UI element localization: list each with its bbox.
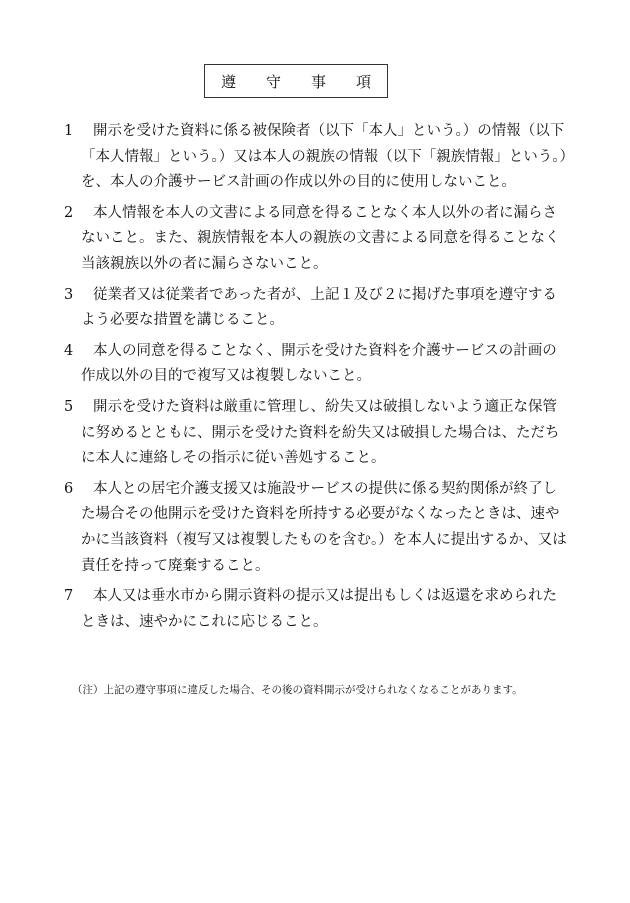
rule-text-line: ないこと。また、親族情報を本人の親族の文書による同意を得ることなく [81, 230, 560, 247]
rule-item [64, 339, 584, 390]
rule-number: 4 [64, 342, 74, 359]
rule-text-line: 当該親族以外の者に漏らさないこと。 [81, 255, 328, 272]
rule-number: 7 [64, 588, 74, 605]
rule-text-line: を、本人の介護サービス計画の作成以外の目的に使用しないこと。 [81, 174, 516, 191]
rule-number: 6 [64, 480, 74, 497]
rule-text-line: ときは、速やかにこれに応じること。 [81, 613, 328, 630]
rule-text-line: 責任を持って廃棄すること。 [81, 557, 270, 574]
rule-text-line: 本人との居宅介護支援又は施設サービスの提供に係る契約関係が終了し [93, 480, 557, 497]
title-char: 守 [265, 72, 281, 91]
rule-text-line: 開示を受けた資料に係る被保険者（以下「本人」という。）の情報（以下 [93, 123, 565, 139]
rule-text-line: 本人の同意を得ることなく、開示を受けた資料を介護サービスの計画の [93, 342, 557, 359]
rule-text-line: に努めるとともに、開示を受けた資料を紛失又は破損した場合は、ただち [81, 424, 560, 441]
rule-number: 3 [64, 286, 74, 303]
rule-text-line: 開示を受けた資料は厳重に管理し、紛失又は破損しないよう適正な保管 [93, 398, 557, 415]
rule-item [64, 477, 584, 579]
rule-text-line: 本人又は垂水市から開示資料の提示又は提出もしくは返還を求められた [93, 588, 557, 605]
rule-number: 5 [64, 398, 74, 415]
rules-list [64, 119, 584, 640]
footnote: （注）上記の遵守事項に違反した場合、その後の資料開示が受けられなくなることがあります。 [72, 684, 523, 696]
rule-text-line: た場合その他開示を受けた資料を所持する必要がなくなったときは、速や [81, 506, 560, 523]
title-char: 事 [310, 72, 326, 91]
page-title [204, 64, 388, 98]
rule-number: 1 [64, 123, 74, 139]
rule-item [64, 201, 584, 278]
rule-item [64, 584, 584, 635]
rule-item [64, 283, 584, 334]
rule-text-line: よう必要な措置を講じること。 [81, 312, 284, 329]
rule-number: 2 [64, 204, 74, 221]
rule-item [64, 395, 584, 472]
rule-item [64, 119, 584, 196]
title-char: 項 [355, 72, 371, 91]
rule-text-line: 従業者又は従業者であった者が、上記１及び２に掲げた事項を遵守する [93, 286, 557, 303]
rule-text-line: 「本人情報」という。）又は本人の親族の情報（以下「親族情報」という。） [81, 148, 574, 165]
rule-text-line: 本人情報を本人の文書による同意を得ることなく本人以外の者に漏らさ [93, 204, 557, 221]
rule-text-line: に本人に連絡しその指示に従い善処すること。 [81, 450, 386, 467]
rule-text-line: 作成以外の目的で複写又は複製しないこと。 [81, 368, 371, 385]
title-char: 遵 [221, 72, 237, 91]
rule-text-line: かに当該資料（複写又は複製したものを含む。）を本人に提出するか、又は [81, 531, 567, 548]
